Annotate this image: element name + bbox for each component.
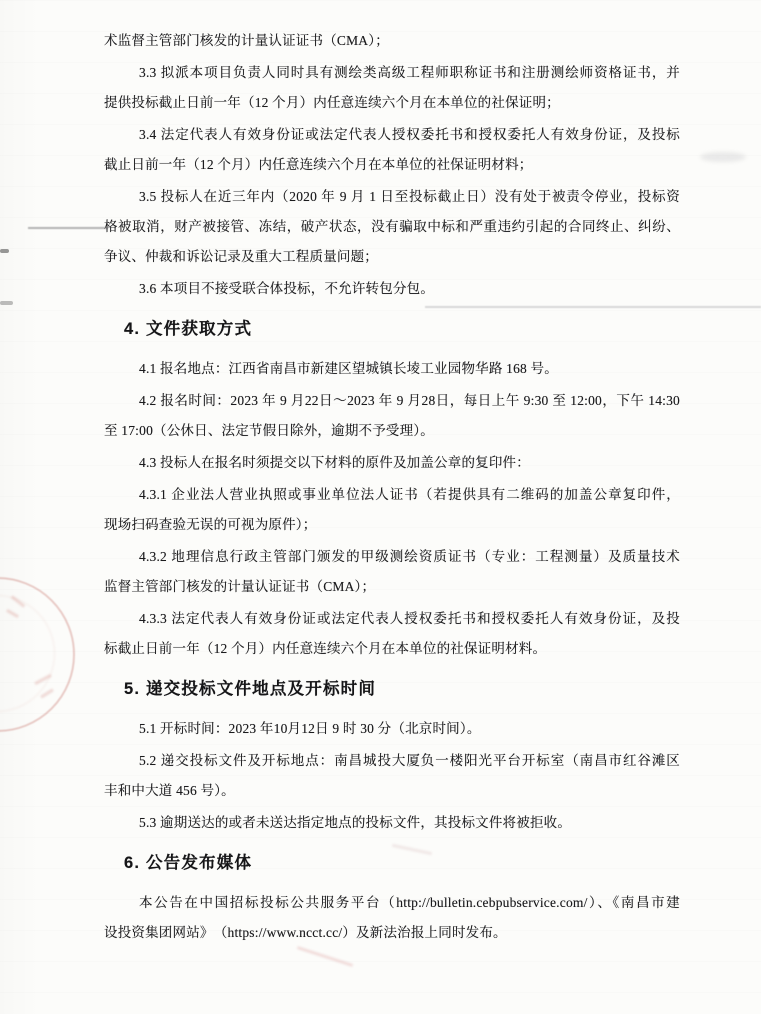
paragraph (104, 604, 680, 664)
paragraph (104, 386, 680, 446)
text-line: 3.5 投标人在近三年内（2020 年 9 月 1 日至投标截止日）没有处于被责令停业，投标资 (139, 189, 680, 204)
text-line: 本公告在中国招标投标公共服务平台（http://bulletin.cebpubservice.com/）、《南昌市建 (139, 895, 680, 910)
red-seal-stamp-inner-ring (0, 595, 55, 712)
text-line: 标截止日前一年（12 个月）内任意连续六个月在本单位的社保证明材料。 (104, 641, 547, 656)
paragraph (104, 746, 680, 806)
section-heading: 5. 递交投标文件地点及开标时间 (124, 680, 377, 698)
text-line: 4.1 报名地点：江西省南昌市新建区望城镇长堎工业园物华路 168 号。 (139, 361, 558, 376)
text-line: 3.6 本项目不接受联合体投标，不允许转包分包。 (139, 281, 435, 296)
paragraph (104, 274, 680, 304)
text-line: 4.3.3 法定代表人有效身份证或法定代表人授权委托书和授权委托人有效身份证，及投 (139, 611, 680, 626)
text-line: 争议、仲裁和诉讼记录及重大工程质量问题； (104, 249, 378, 264)
document-body (104, 26, 680, 950)
text-line: 4.3.1 企业法人营业执照或事业单位法人证书（若提供具有二维码的加盖公章复印件， (139, 487, 680, 502)
red-seal-stamp (0, 577, 75, 732)
text-line: 5.3 逾期送达的或者未送达指定地点的投标文件，其投标文件将被拒收。 (139, 815, 572, 830)
text-line: 4.2 报名时间：2023 年 9 月22日～2023 年 9 月28日，每日上午 9:30 至 12:00，下午 14:30 (139, 393, 680, 408)
text-line: 至 17:00（公休日、法定节假日除外，逾期不予受理）。 (104, 423, 434, 438)
paragraph (104, 58, 680, 118)
paragraph (104, 888, 680, 948)
scan-streak (28, 227, 108, 229)
text-line: 4.3.2 地理信息行政主管部门颁发的甲级测绘资质证书（专业：工程测量）及质量技术 (139, 549, 680, 564)
section-heading: 6. 公告发布媒体 (124, 854, 253, 872)
page-edge-mark (0, 249, 9, 253)
text-line: 3.4 法定代表人有效身份证或法定代表人授权委托书和授权委托人有效身份证，及投标 (139, 127, 680, 142)
paragraph (104, 542, 680, 602)
text-line: 4.3 投标人在报名时须提交以下材料的原件及加盖公章的复印件： (139, 455, 530, 470)
paragraph (104, 480, 680, 540)
text-line: 术监督主管部门核发的计量认证证书（CMA）； (104, 33, 389, 48)
paragraph (104, 448, 680, 478)
text-line: 提供投标截止日前一年（12 个月）内任意连续六个月在本单位的社保证明； (104, 95, 560, 110)
seal-text-mark (6, 609, 19, 618)
scan-smudge (700, 152, 746, 162)
text-line: 3.3 拟派本项目负责人同时具有测绘类高级工程师职称证书和注册测绘师资格证书，并 (139, 65, 680, 80)
section-heading: 4. 文件获取方式 (124, 320, 253, 338)
text-line: 监督主管部门核发的计量认证证书（CMA）； (104, 579, 376, 594)
text-line: 设投资集团网站》 （https://www.ncct.cc/）及新法治报上同时发布。 (104, 925, 507, 940)
text-line: 截止日前一年（12 个月）内任意连续六个月在本单位的社保证明材料； (104, 157, 533, 172)
seal-text-mark (40, 689, 53, 699)
paragraph (104, 26, 680, 56)
text-line: 5.1 开标时间：2023 年10月12日 9 时 30 分（北京时间）。 (139, 721, 481, 736)
paragraph (104, 808, 680, 838)
text-line: 丰和中大道 456 号）。 (104, 783, 235, 798)
seal-text-mark (11, 595, 25, 607)
paragraph (104, 182, 680, 272)
paragraph (104, 714, 680, 744)
text-line: 格被取消，财产被接管、冻结，破产状态，没有骗取中标和严重违约引起的合同终止、纠纷、 (104, 219, 680, 234)
paragraph (104, 354, 680, 384)
seal-text-mark (34, 674, 51, 685)
page-edge-mark (0, 301, 13, 305)
text-line: 现场扫码查验无误的可视为原件）； (104, 517, 317, 532)
paragraph (104, 120, 680, 180)
text-line: 5.2 递交投标文件及开标地点：南昌城投大厦负一楼阳光平台开标室（南昌市红谷滩区 (139, 753, 680, 768)
